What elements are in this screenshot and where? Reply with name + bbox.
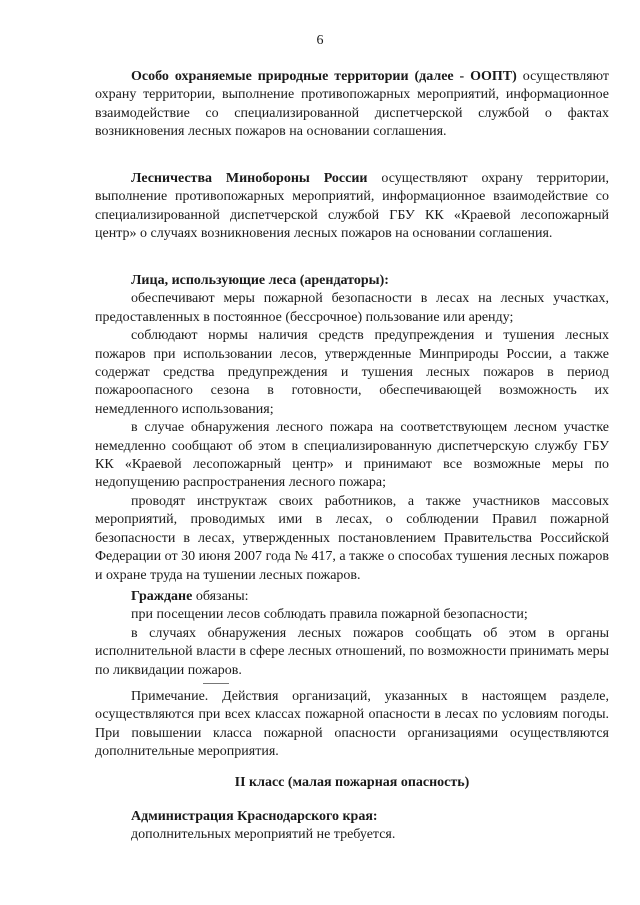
arend-item-2: соблюдают нормы наличия средств предупреждения и тушения лесных пожаров при использовании лесов, утвержденные Минприроды России, а также содержат средства предупреждения и тушения лесных пожаров в период пожароопасного сезона в готовности, обеспечивающей возможность их немедленного использования; xyxy=(95,328,609,417)
arend-item-1: обеспечивают меры пожарной безопасности в лесах на лесных участках, предоставленных в постоянное (бессрочное) пользование или аренду; xyxy=(95,291,609,325)
class2-admin-text: дополнительных мероприятий не требуется. xyxy=(131,827,396,843)
citizens-lead-rest: обязаны: xyxy=(192,589,249,604)
mo-lead: Лесничества Минобороны России xyxy=(131,171,368,186)
section-class2-admin xyxy=(95,808,609,845)
arend-heading: Лица, использующие леса (арендаторы): xyxy=(131,273,389,288)
citizens-lead: Граждане xyxy=(131,589,193,604)
citizens-item-1: при посещении лесов соблюдать правила пожарной безопасности; xyxy=(131,607,528,623)
oopt-body: осуществляют охрану территории, выполнение противопожарных мероприятий, информационное взаимодействие со специализированной диспетчерской службой о фактах возникновения лесных пожаров на основании соглашения. xyxy=(95,69,610,140)
arend-item-3: в случае обнаружения лесного пожара на соответствующем лесном участке немедленно сообщают об этом в специализированную диспетчерскую службу ГБУ КК «Краевой лесопожарный центр» и принимают все возможные меры по недопущению распространения лесного пожара; xyxy=(95,420,609,491)
section-note xyxy=(95,688,609,762)
citizens-item-2: в случаях обнаружения лесных пожаров сообщать об этом в органы исполнительной власти в сфере лесных отношений, по возможности принимать меры по ликвидации пожаров. xyxy=(95,625,609,678)
mo-body: осуществляют охрану территории, выполнение противопожарных мероприятий, информационное взаимодействие со специализированной диспетчерской службой ГБУ КК «Краевой лесопожарный центр» о случаях возникновения лесных пожаров на основании соглашения. xyxy=(95,171,609,242)
section-citizens xyxy=(95,588,609,680)
oopt-lead: Особо охраняемые природные территории (далее - ООПТ) xyxy=(131,69,517,84)
page-number: 6 xyxy=(316,33,324,48)
divider-mark xyxy=(203,683,229,684)
section-mo xyxy=(95,170,609,244)
note-text: Примечание. Действия организаций, указанных в настоящем разделе, осуществляются при всех классах пожарной опасности в лесах по условиям погоды. При повышении класса пожарной опасности организациями осуществляются дополнительные мероприятия. xyxy=(95,689,609,760)
arend-item-4: проводят инструктаж своих работников, а также участников массовых мероприятий, проводимых ими в лесах, о соблюдении Правил пожарной безопасности в лесах, утвержденных постановлением Правительства Российской Федерации от 30 июня 2007 года № 417, а также о способах тушения лесных пожаров и охране труда на тушении лесных пожаров. xyxy=(95,493,609,583)
section-oopt xyxy=(95,68,609,142)
section-arend xyxy=(95,272,609,585)
class2-title: II класс (малая пожарная опасность) xyxy=(234,775,470,790)
section-class2-title xyxy=(95,774,609,792)
class2-admin-heading: Администрация Краснодарского края: xyxy=(131,809,378,824)
